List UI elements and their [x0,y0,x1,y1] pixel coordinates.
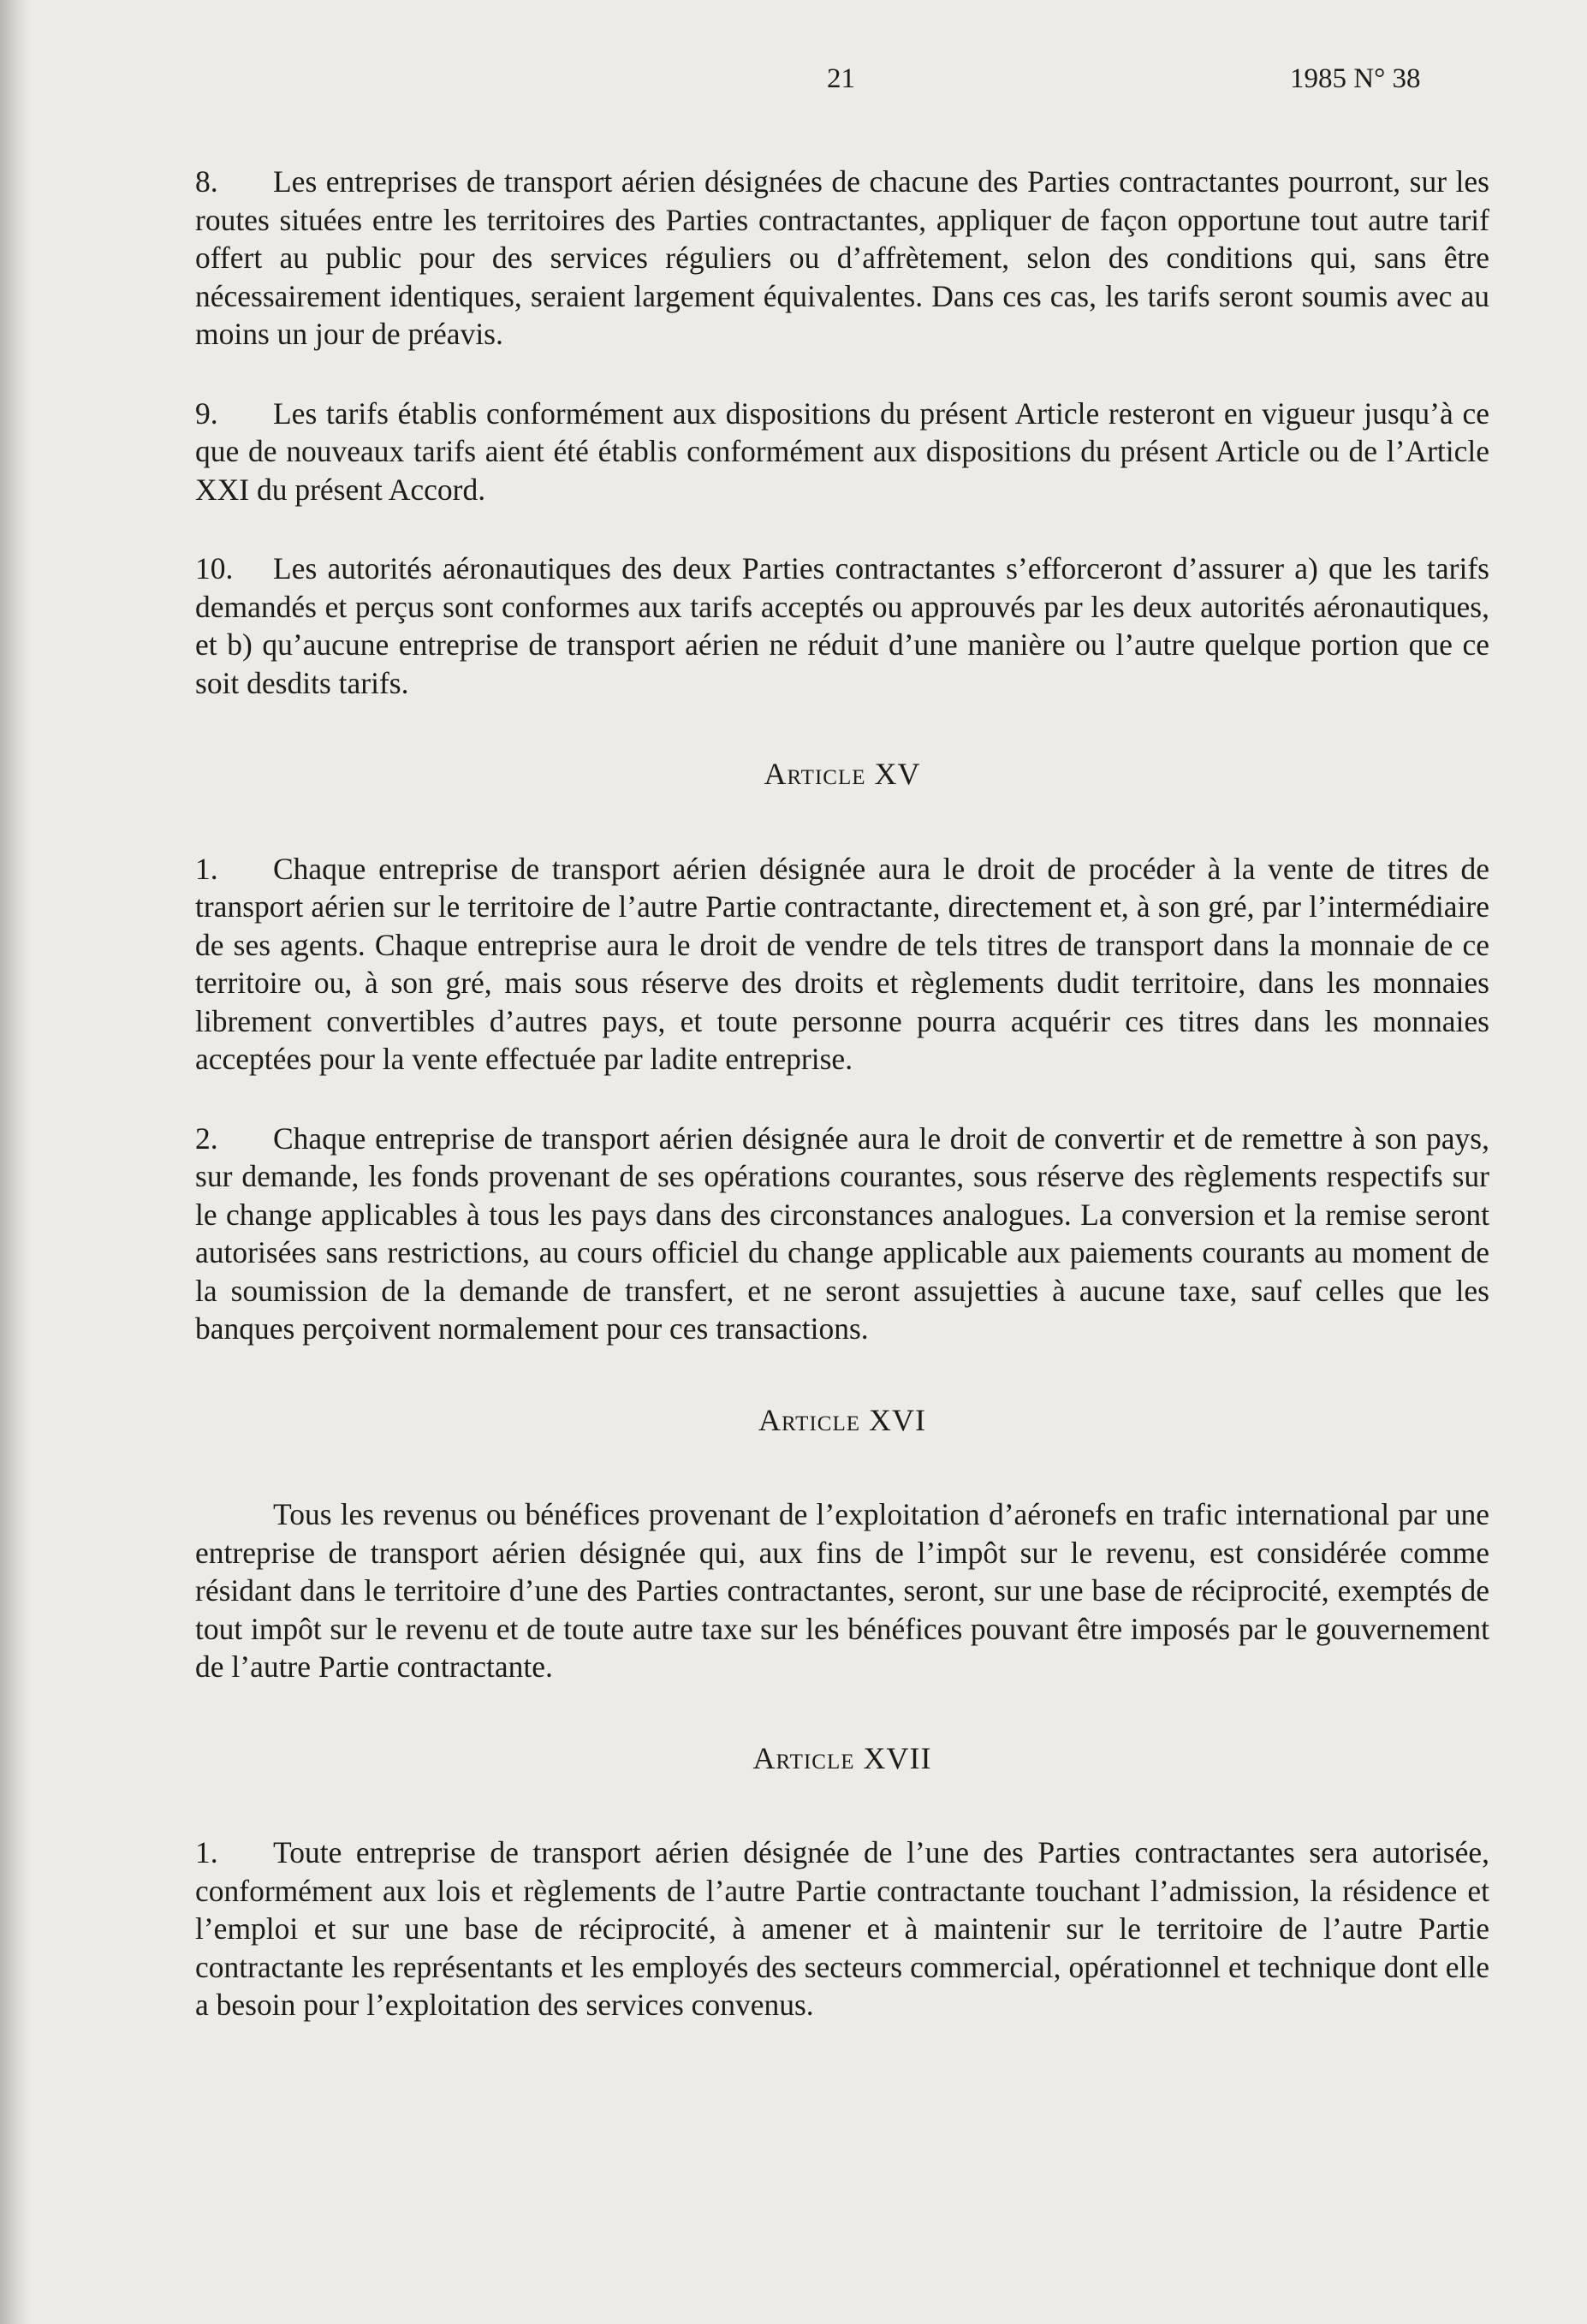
paragraph-text: Chaque entreprise de transport aérien désignée aura le droit de procéder à la vente de titres de transport aérien sur le territoire de l’autre Partie contractante, directement et, à son gré, par l’intermédiaire de ses agents. Chaque entreprise aura le droit de vendre de tels titres de transport dans la monnaie de ce territoire ou, à son gré, mais sous réserve des droits et règlements dudit territoire, dans les monnaies librement convertibles d’autres pays, et toute personne pourra acquérir ces titres dans les monnaies acceptées pour la vente effectuée par ladite entreprise. [195,851,1489,1076]
paragraph-text: Tous les revenus ou bénéfices provenant de l’exploitation d’aéronefs en trafic international par une entreprise de transport aérien désignée qui, aux fins de l’impôt sur le revenu, est considérée comme résidant dans le territoire d’une des Parties contractantes, seront, sur une base de réciprocité, exemptés de tout impôt sur le revenu et de toute autre taxe sur les bénéfices pouvant être imposés par le gouvernement de l’autre Partie contractante. [195,1497,1489,1684]
paragraph-number: 1. [195,1835,218,1869]
document-body [195,163,1489,2065]
page-number: 21 [827,63,855,94]
paragraph-text: Les entreprises de transport aérien désignées de chacune des Parties contractantes pourront, sur les routes situées entre les territoires des Parties contractantes, appliquer de façon opportune tout autre tarif offert au public pour des services réguliers ou d’affrètement, selon des conditions qui, sans être nécessairement identiques, seraient largement équivalentes. Dans ces cas, les tarifs seront soumis avec au moins un jour de préavis. [195,164,1489,351]
page-header [0,63,1587,106]
article-heading-xvii: Article XVII [752,1740,932,1775]
article-heading-xv: Article XV [764,757,921,791]
paragraph-number: 1. [195,851,218,886]
paragraph-number: 8. [195,164,218,199]
article-xvi-paragraph [195,1495,1489,1686]
paragraph-8 [195,163,1489,354]
paragraph-9 [195,395,1489,509]
paragraph-number: 2. [195,1120,218,1156]
article-xv-paragraph-2 [195,1120,1489,1348]
book-spine-shadow [0,0,31,2324]
paragraph-text: Les tarifs établis conformément aux dispositions du présent Article resteront en vigueur jusqu’à ce que de nouveaux tarifs aient été établis conformément aux dispositions du présent Article ou de l’Article XXI du présent Accord. [195,395,1489,507]
paragraph-text: Toute entreprise de transport aérien désignée de l’une des Parties contractantes sera autorisée, conformément aux lois et règlements de l’autre Partie contractante touchant l’admission, la résidence et l’emploi et sur une base de réciprocité, à amener et à maintenir sur le territoire de l’autre Partie contractante les représentants et les employés des secteurs commercial, opérationnel et technique dont elle a besoin pour l’exploitation des services convenus. [195,1835,1489,2022]
paragraph-text: Chaque entreprise de transport aérien désignée aura le droit de convertir et de remettre à son pays, sur demande, les fonds provenant de ses opérations courantes, sous réserve des règlements respectifs sur le change applicables à tous les pays dans des circonstances analogues. La conversion et la remise seront autorisées sans restrictions, au cours officiel du change applicable aux paiements courants au moment de la soumission de la demande de transfert, et ne seront assujetties à aucune taxe, sauf celles que les banques perçoivent normalement pour ces transactions. [195,1120,1489,1346]
article-heading-xvi: Article XVI [758,1402,926,1437]
article-xv-paragraph-1 [195,850,1489,1079]
paragraph-10 [195,550,1489,702]
paragraph-number: 10. [195,551,234,585]
paragraph-text: Les autorités aéronautiques des deux Parties contractantes s’efforceront d’assurer a) que les tarifs demandés et perçus sont conformes aux tarifs acceptés ou approuvés par les deux autorités aéronautiques, et b) qu’aucune entreprise de transport aérien ne réduit d’une manière ou l’autre quelque portion que ce soit desdits tarifs. [195,551,1489,700]
article-xvii-paragraph-1 [195,1834,1489,2024]
paragraph-number: 9. [195,395,218,431]
journal-reference: 1985 N° 38 [1290,63,1421,94]
